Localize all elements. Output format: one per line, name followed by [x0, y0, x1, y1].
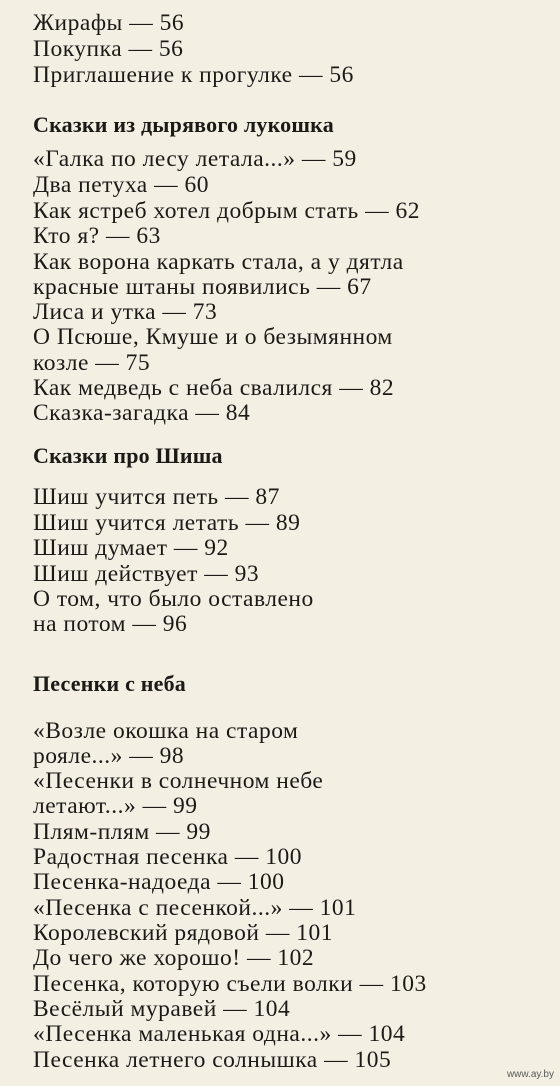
toc-entry: Плям-плям — 99: [33, 819, 211, 845]
toc-entry: Лиса и утка — 73: [33, 299, 218, 325]
toc-entry: Кто я? — 63: [33, 223, 161, 249]
toc-entry: Как ворона каркать стала, а у дятла: [33, 249, 404, 275]
section-heading: Сказки про Шиша: [33, 443, 223, 468]
toc-entry: «Песенки в солнечном небе: [33, 768, 324, 794]
toc-entry: До чего же хорошо! — 102: [33, 945, 315, 971]
toc-entry: Шиш учится летать — 89: [33, 510, 301, 536]
toc-entry: Как медведь с неба свалился — 82: [33, 375, 395, 401]
toc-entry: Радостная песенка — 100: [33, 844, 302, 870]
toc-entry: рояле...» — 98: [33, 743, 185, 769]
toc-entry: «Галка по лесу летала...» — 59: [33, 146, 357, 172]
toc-entry: Песенка-надоеда — 100: [33, 869, 285, 895]
toc-entry: «Возле окошка на старом: [33, 718, 299, 744]
toc-entry: Покупка — 56: [33, 36, 184, 62]
toc-entry: летают...» — 99: [33, 793, 198, 819]
toc-entry: О том, что было оставлено: [33, 586, 314, 612]
toc-entry: Весёлый муравей — 104: [33, 996, 291, 1022]
section-heading: Песенки с неба: [33, 671, 186, 696]
toc-entry: козле — 75: [33, 350, 151, 376]
toc-entry: «Песенка маленькая одна...» — 104: [33, 1021, 406, 1047]
toc-entry: Шиш учится петь — 87: [33, 484, 280, 510]
toc-entry: Сказка-загадка — 84: [33, 400, 251, 426]
toc-entry: Приглашение к прогулке — 56: [33, 62, 354, 88]
toc-entry: Шиш действует — 93: [33, 561, 260, 587]
toc-entry: Песенка летнего солнышка — 105: [33, 1047, 392, 1073]
toc-entry: Королевский рядовой — 101: [33, 920, 333, 946]
section-heading: Сказки из дырявого лукошка: [33, 112, 334, 137]
toc-entry: красные штаны появились — 67: [33, 274, 372, 300]
toc-entry: «Песенка с песенкой...» — 101: [33, 895, 357, 921]
watermark: www.ay.by: [506, 1069, 554, 1080]
toc-entry: Как ястреб хотел добрым стать — 62: [33, 198, 420, 224]
toc-entry: О Псюше, Кмуше и о безымянном: [33, 324, 393, 350]
toc-entry: Два петуха — 60: [33, 172, 209, 198]
toc-entry: Песенка, которую съели волки — 103: [33, 971, 427, 997]
toc-entry: Жирафы — 56: [33, 10, 185, 36]
toc-entry: на потом — 96: [33, 611, 188, 637]
toc-entry: Шиш думает — 92: [33, 535, 229, 561]
